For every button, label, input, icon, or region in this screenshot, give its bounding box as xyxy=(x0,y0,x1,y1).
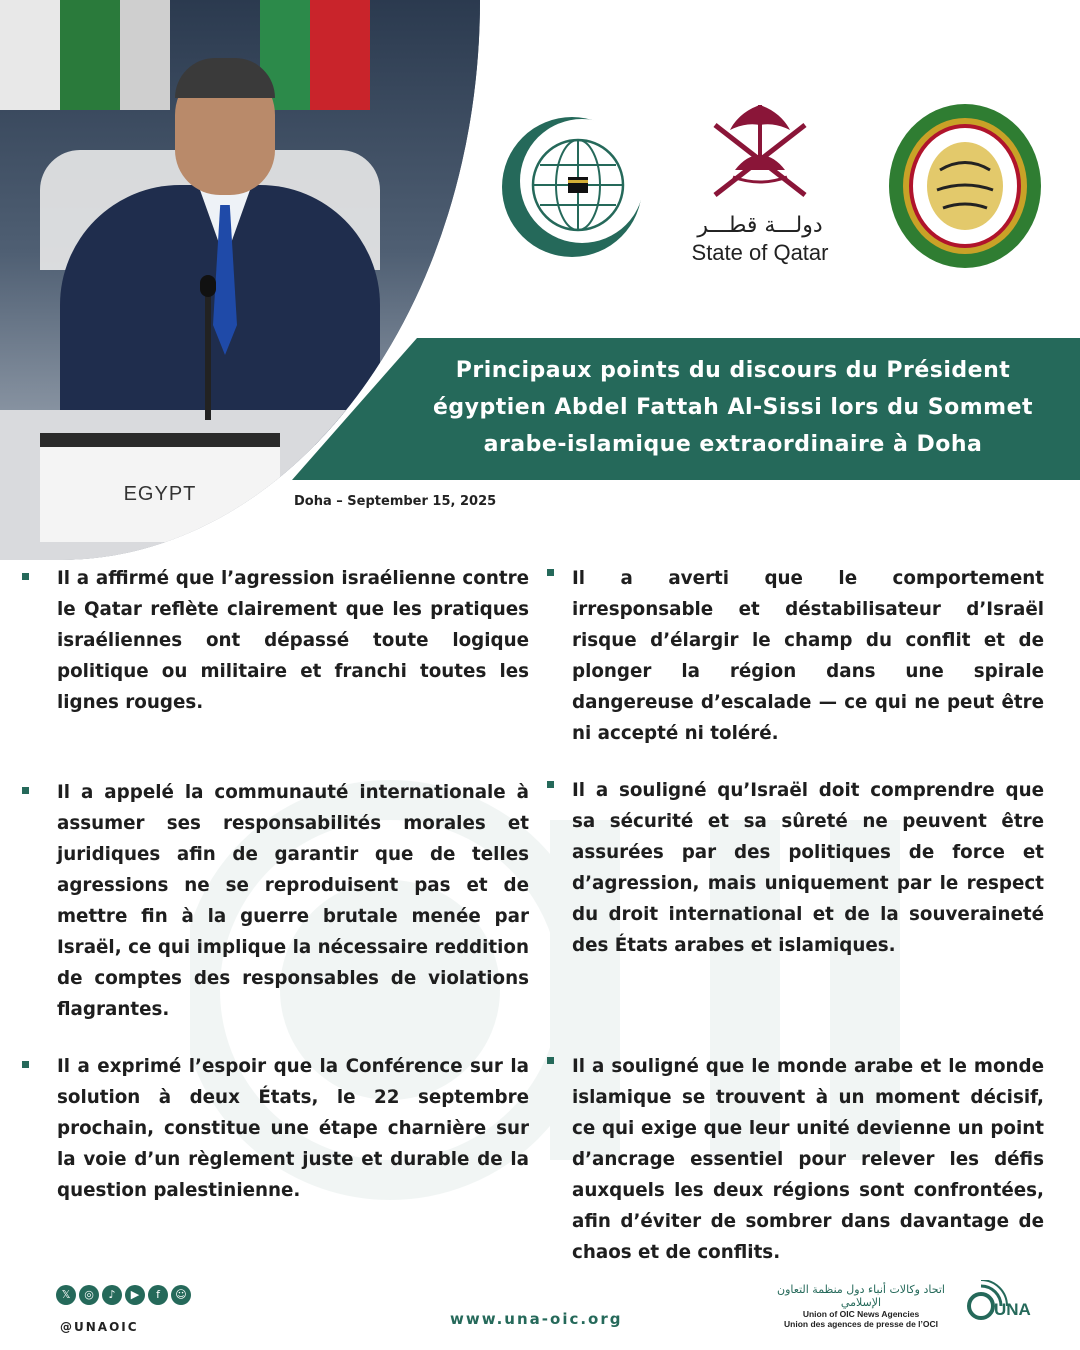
x-icon[interactable]: 𝕏 xyxy=(56,1285,76,1305)
bullet-text: Il a appelé la communauté internationale à assumer ses responsabilités morales et juridiques afin de garantir que de telles agressions ne se reproduisent pas et de mettre fin à la guerre brutale menée par Israël, ce qui implique la nécessaire reddition de comptes des responsables de violations flagrantes. xyxy=(57,782,529,1020)
microphone xyxy=(205,280,211,420)
una-credit xyxy=(776,1283,946,1329)
youtube-icon[interactable]: ▶ xyxy=(125,1285,145,1305)
qatar-emblem-icon xyxy=(705,95,815,207)
bullet-square-icon xyxy=(547,569,554,576)
nameplate: EGYPT xyxy=(40,433,280,542)
snapchat-icon[interactable]: ☺ xyxy=(171,1285,191,1305)
instagram-icon[interactable]: ◎ xyxy=(79,1285,99,1305)
oic-logo xyxy=(500,115,645,260)
bullet-point xyxy=(572,1051,1044,1268)
bullet-square-icon xyxy=(547,781,554,788)
bullet-text: Il a averti que le comportement irresponsable et déstabilisateur d’Israël risque d’élargir le champ du conflit et de plonger la région dans une spirale dangereuse d’escalade — ce qui ne peut être ni accepté ni toléré. xyxy=(572,568,1044,744)
tiktok-icon[interactable]: ♪ xyxy=(102,1285,122,1305)
website-link[interactable]: www.una-oic.org xyxy=(450,1310,623,1328)
bullet-text: Il a souligné que le monde arabe et le monde islamique se trouvent à un moment décisif, ce qui exige que leur unité devienne un point d’ancrage essentiel pour relever les défis auxquels les deux régions sont confrontées, afin d’éviter de sombrer dans davantage de chaos et de conflits. xyxy=(572,1056,1044,1263)
page-title: Principaux points du discours du Président égyptien Abdel Fattah Al-Sissi lors du Sommet arabe-islamique extraordinaire à Doha xyxy=(432,358,1034,457)
una-french-name: Union des agences de presse de l’OCI xyxy=(784,1319,938,1329)
una-arabic-name: اتحاد وكالات أنباء دول منظمة التعاون الإسلامي xyxy=(777,1283,945,1309)
bullet-point xyxy=(572,563,1044,749)
arab-league-logo xyxy=(885,100,1045,272)
bullet-text: Il a exprimé l’espoir que la Conférence sur la solution à deux États, le 22 septembre prochain, constitue une étape charnière sur la voie d’un règlement juste et durable de la question palestinienne. xyxy=(57,1056,529,1201)
bullet-point xyxy=(57,777,529,1025)
una-logo-text: UNA xyxy=(994,1300,1031,1319)
una-english-name: Union of OIC News Agencies xyxy=(802,1309,920,1319)
bullet-point xyxy=(57,1051,529,1206)
bullet-square-icon xyxy=(547,1057,554,1064)
bullet-square-icon xyxy=(22,1061,29,1068)
facebook-icon[interactable]: f xyxy=(148,1285,168,1305)
qatar-arabic-name: دولـــة قطـــر xyxy=(697,213,823,238)
dateline: Doha – September 15, 2025 xyxy=(294,494,497,509)
social-icons xyxy=(56,1285,191,1305)
bullet-text: Il a souligné qu’Israël doit comprendre que sa sécurité et sa sûreté ne peuvent être assurées par des politiques de force et d’agression, mais uniquement par le respect du droit international et de la souveraineté des États arabes et islamiques. xyxy=(572,780,1044,956)
bullet-text: Il a affirmé que l’agression israélienne contre le Qatar reflète clairement que les pratiques israéliennes ont dépassé toute logique politique ou militaire et franchi toutes les lignes rouges. xyxy=(57,568,529,713)
bullet-point xyxy=(572,775,1044,961)
qatar-english-name: State of Qatar xyxy=(691,240,829,265)
bullet-square-icon xyxy=(22,573,29,580)
bullet-square-icon xyxy=(22,787,29,794)
bullet-point xyxy=(57,563,529,718)
qatar-logo xyxy=(680,95,840,275)
social-handle: @UNAOIC xyxy=(60,1320,139,1334)
